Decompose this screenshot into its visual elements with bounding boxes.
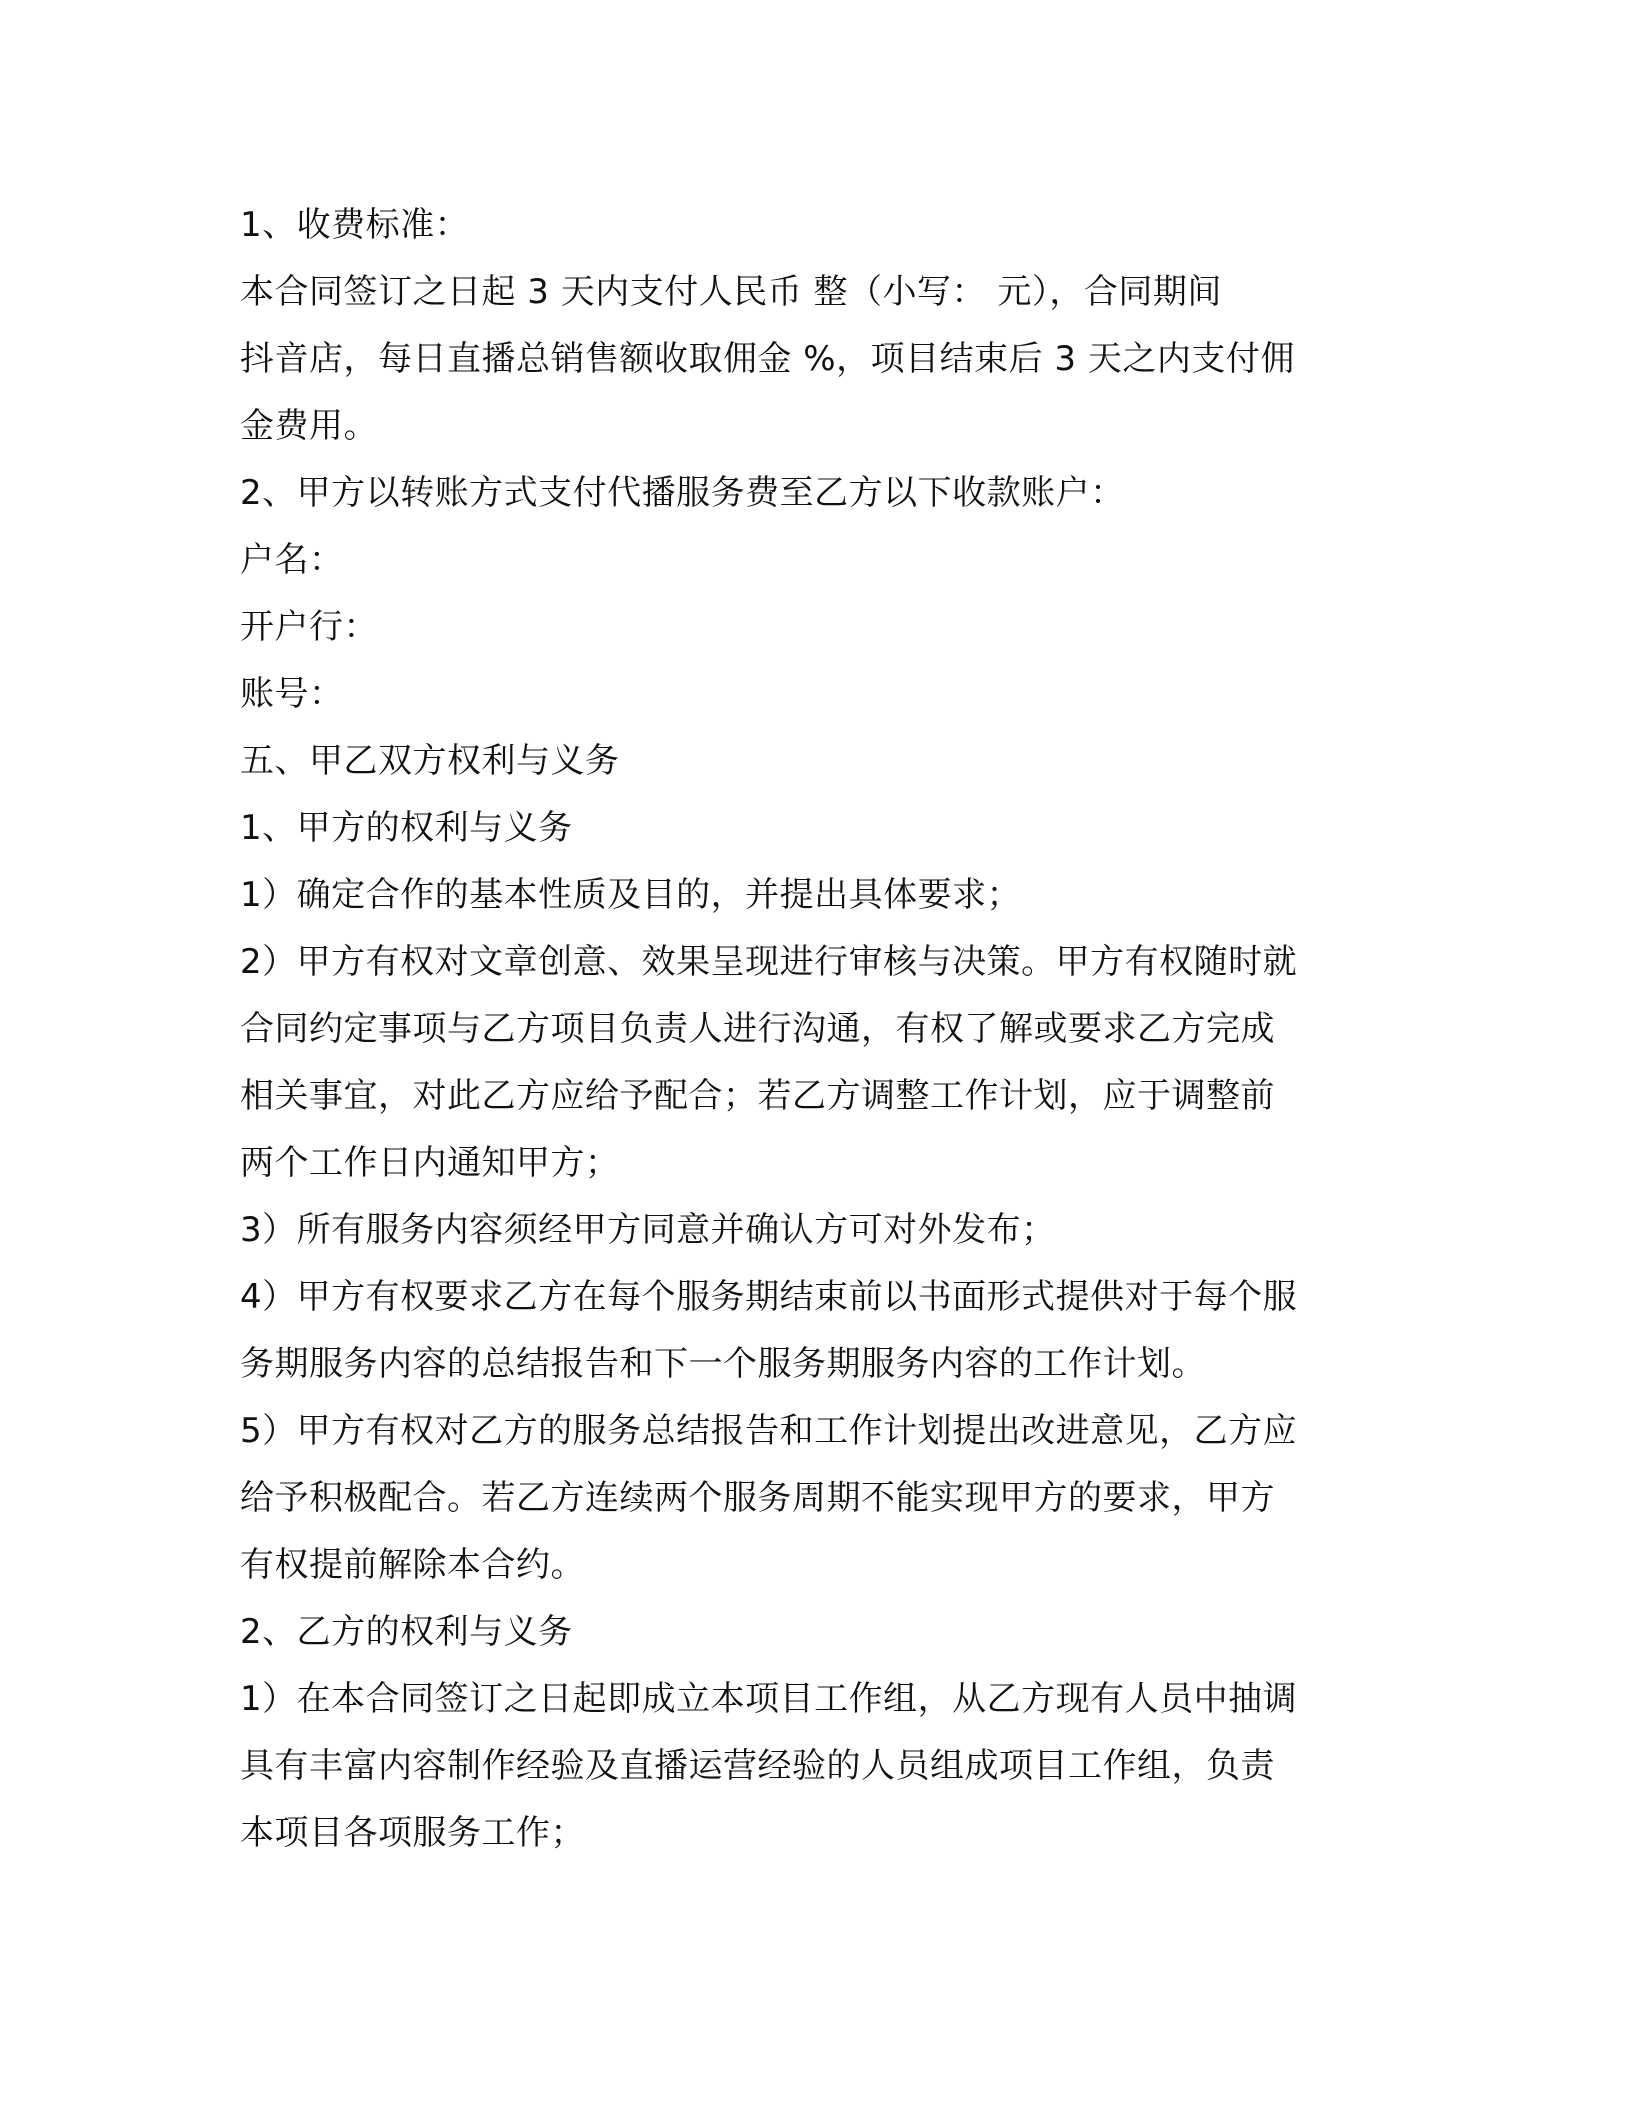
section-five-heading: 五、甲乙双方权利与义务	[240, 741, 620, 781]
party-b-rights-heading: 2、乙方的权利与义务	[240, 1612, 573, 1652]
payment-method-line: 2、甲方以转账方式支付代播服务费至乙方以下收款账户：	[240, 473, 1125, 513]
party-a-item-5-line-3: 有权提前解除本合约。	[240, 1545, 585, 1585]
party-a-item-2-line-3: 相关事宜，对此乙方应给予配合；若乙方调整工作计划，应于调整前	[240, 1076, 1275, 1116]
party-a-item-2-line-1: 2）甲方有权对文章创意、效果呈现进行审核与决策。甲方有权随时就	[240, 942, 1298, 982]
fee-paragraph-line-2: 抖音店，每日直播总销售额收取佣金 %，项目结束后 3 天之内支付佣	[240, 339, 1295, 379]
fee-paragraph-line-3: 金费用。	[240, 406, 378, 446]
party-a-item-4-line-2: 务期服务内容的总结报告和下一个服务期服务内容的工作计划。	[240, 1344, 1206, 1384]
party-a-item-5-line-1: 5）甲方有权对乙方的服务总结报告和工作计划提出改进意见，乙方应	[240, 1411, 1298, 1451]
party-a-item-2-line-4: 两个工作日内通知甲方；	[240, 1143, 620, 1183]
party-a-item-3: 3）所有服务内容须经甲方同意并确认方可对外发布；	[240, 1210, 1056, 1250]
party-a-item-4-line-1: 4）甲方有权要求乙方在每个服务期结束前以书面形式提供对于每个服	[240, 1277, 1298, 1317]
party-a-item-2-line-2: 合同约定事项与乙方项目负责人进行沟通，有权了解或要求乙方完成	[240, 1009, 1275, 1049]
party-a-rights-heading: 1、甲方的权利与义务	[240, 808, 573, 848]
party-b-item-1-line-2: 具有丰富内容制作经验及直播运营经验的人员组成项目工作组，负责	[240, 1746, 1275, 1786]
party-a-item-1: 1）确定合作的基本性质及目的，并提出具体要求；	[240, 875, 1022, 915]
document-body	[240, 192, 1400, 1867]
party-b-item-1-line-3: 本项目各项服务工作；	[240, 1813, 585, 1853]
party-a-item-5-line-2: 给予积极配合。若乙方连续两个服务周期不能实现甲方的要求，甲方	[240, 1478, 1275, 1518]
account-number-field: 账号：	[240, 674, 344, 714]
bank-field: 开户行：	[240, 607, 378, 647]
fee-standard-heading: 1、收费标准：	[240, 205, 470, 245]
party-b-item-1-line-1: 1）在本合同签订之日起即成立本项目工作组，从乙方现有人员中抽调	[240, 1679, 1298, 1719]
fee-paragraph-line-1: 本合同签订之日起 3 天内支付人民币 整（小写： 元），合同期间	[240, 272, 1222, 312]
account-name-field: 户名：	[240, 540, 344, 580]
